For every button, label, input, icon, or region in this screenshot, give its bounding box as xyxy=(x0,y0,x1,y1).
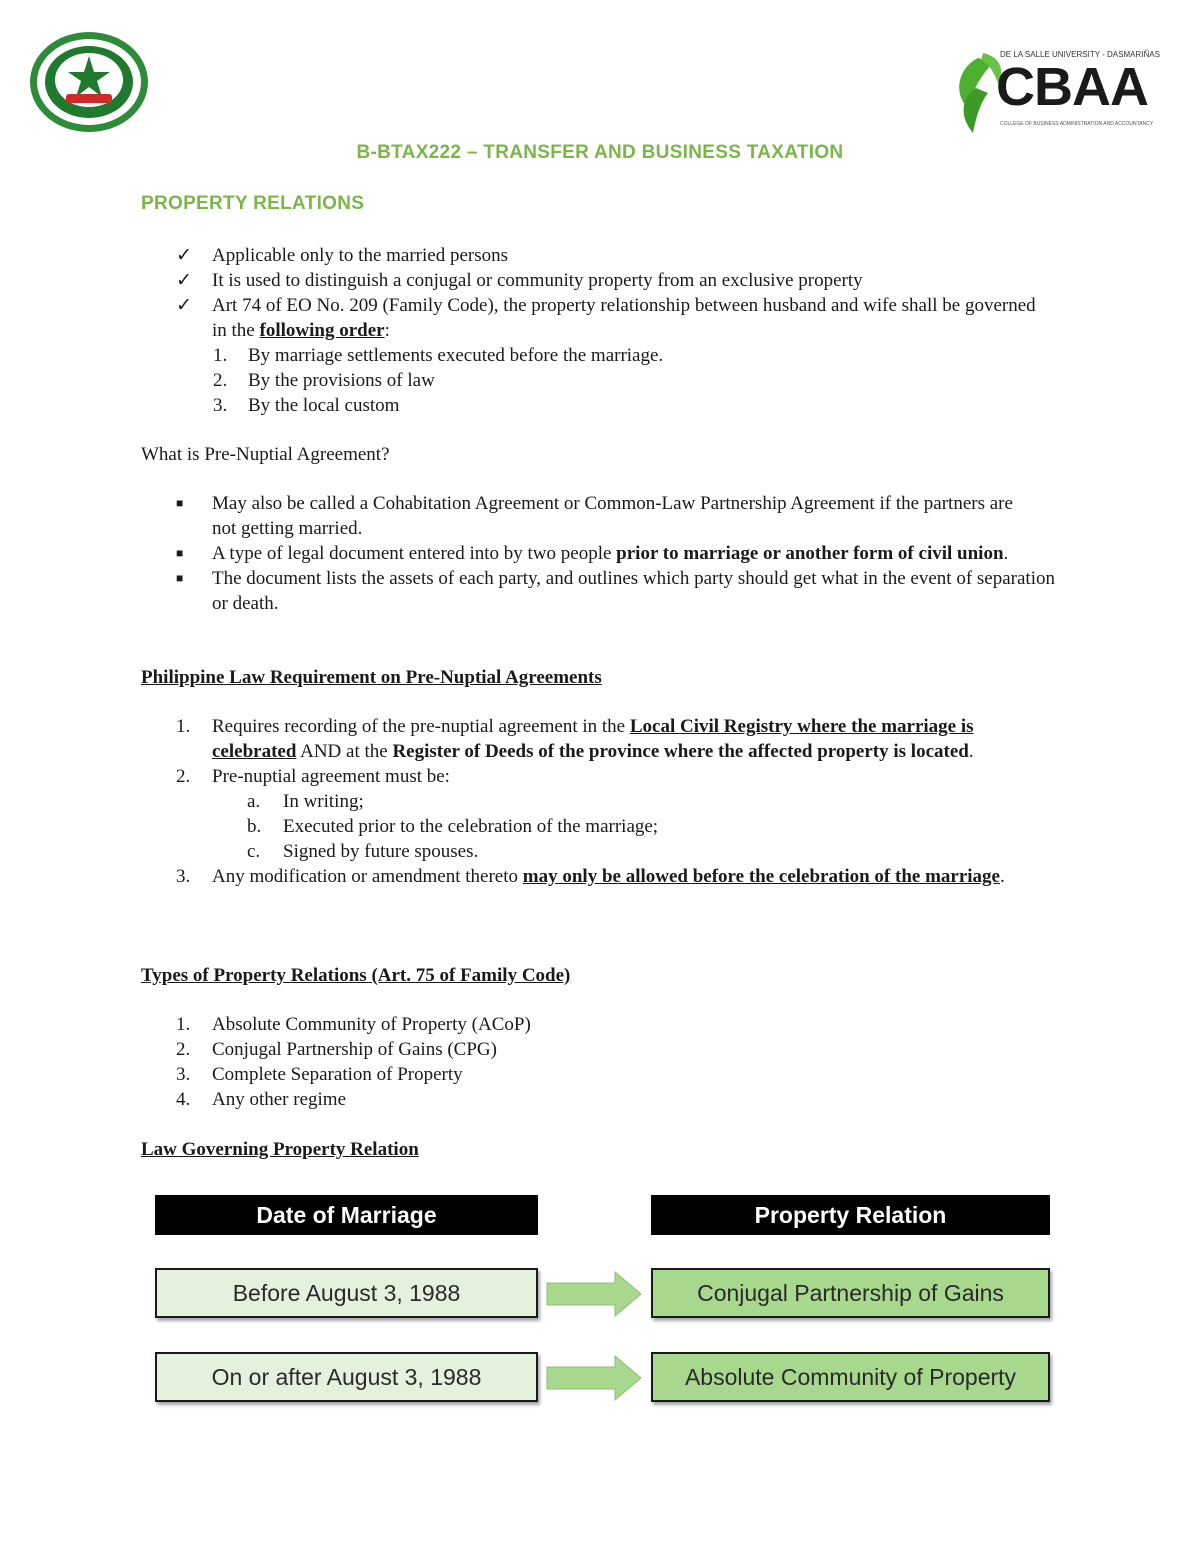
property-relation-header: Property Relation xyxy=(651,1195,1050,1235)
list-item: ✓ It is used to distinguish a conjugal or community property from an exclusive property xyxy=(176,270,863,291)
types-list xyxy=(141,1012,1071,1112)
list-item: ■ May also be called a Cohabitation Agreement or Common-Law Partnership Agreement if the partners are not getting married. xyxy=(176,493,1013,539)
list-item: 1. By marriage settlements executed before the marriage. xyxy=(213,345,664,366)
law-governing-heading: Law Governing Property Relation xyxy=(141,1139,419,1160)
dlsu-seal-logo xyxy=(28,30,150,134)
cbaa-logo xyxy=(948,48,1158,138)
checkmark-icon: ✓ xyxy=(176,295,192,316)
list-item: 4. Any other regime xyxy=(176,1089,347,1110)
list-item: 3. Any modification or amendment thereto may only be allowed before the celebration of the marriage. xyxy=(176,866,1005,887)
cbaa-tagline: COLLEGE OF BUSINESS ADMINISTRATION AND ACCOUNTANCY xyxy=(1000,121,1154,127)
list-item: a. In writing; xyxy=(247,791,364,812)
square-bullet-icon: ■ xyxy=(176,496,184,510)
prenup-question: What is Pre-Nuptial Agreement? xyxy=(141,444,390,465)
list-item: ■ The document lists the assets of each party, and outlines which party should get what in the event of separation or death. xyxy=(176,568,1055,614)
arrow-right-icon xyxy=(545,1270,643,1323)
list-item: 1. Requires recording of the pre-nuptial agreement in the Local Civil Registry where the marriage is celebrated AND at the Register of Deeds of the province where the affected property is located. xyxy=(176,716,974,762)
date-box-on-or-after: On or after August 3, 1988 xyxy=(155,1352,538,1402)
list-item: b. Executed prior to the celebration of the marriage; xyxy=(247,816,659,837)
types-heading: Types of Property Relations (Art. 75 of Family Code) xyxy=(141,965,571,986)
cbaa-small-text: DE LA SALLE UNIVERSITY - DASMARIÑAS xyxy=(1000,50,1160,59)
square-bullet-icon: ■ xyxy=(176,546,184,560)
checkmark-icon: ✓ xyxy=(176,245,192,266)
list-item: 2. By the provisions of law xyxy=(213,370,435,391)
prenup-bullets xyxy=(141,491,1071,616)
relation-box-acop: Absolute Community of Property xyxy=(651,1352,1050,1402)
list-item: 3. By the local custom xyxy=(213,395,400,416)
arrow-right-icon xyxy=(545,1354,643,1407)
ph-law-list xyxy=(141,714,1071,889)
list-item: ✓ Applicable only to the married persons xyxy=(176,245,509,266)
ph-law-heading: Philippine Law Requirement on Pre-Nuptial Agreements xyxy=(141,667,602,688)
list-item: 3. Complete Separation of Property xyxy=(176,1064,463,1085)
checkmark-icon: ✓ xyxy=(176,270,192,291)
property-relations-list xyxy=(141,243,1071,418)
document-title: B-BTAX222 – TRANSFER AND BUSINESS TAXATION xyxy=(356,142,844,163)
relation-box-cpg: Conjugal Partnership of Gains xyxy=(651,1268,1050,1318)
list-item: ■ A type of legal document entered into by two people prior to marriage or another form of civil union. xyxy=(176,543,1009,564)
cbaa-brand: CBAA xyxy=(996,57,1148,117)
list-item: 2. Pre-nuptial agreement must be: xyxy=(176,766,450,787)
square-bullet-icon: ■ xyxy=(176,571,184,585)
list-item: ✓ Art 74 of EO No. 209 (Family Code), the property relationship between husband and wife shall be governed in the following order: xyxy=(176,295,1036,341)
list-item: c. Signed by future spouses. xyxy=(247,841,479,862)
date-box-before: Before August 3, 1988 xyxy=(155,1268,538,1318)
section-title: PROPERTY RELATIONS xyxy=(141,193,365,214)
date-of-marriage-header: Date of Marriage xyxy=(155,1195,538,1235)
list-item: 1. Absolute Community of Property (ACoP) xyxy=(176,1014,531,1035)
list-item: 2. Conjugal Partnership of Gains (CPG) xyxy=(176,1039,497,1060)
